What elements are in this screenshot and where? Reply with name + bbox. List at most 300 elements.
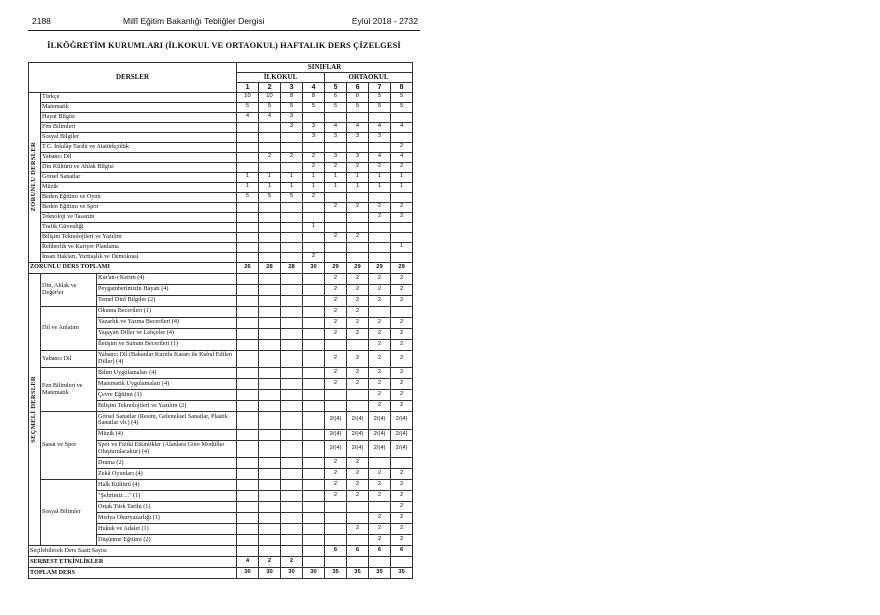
- hours-cell: [281, 412, 303, 430]
- hours-cell: 10: [237, 92, 259, 102]
- hours-cell: 2: [391, 212, 413, 222]
- table-row: [29, 162, 413, 172]
- course-name: İletişim ve Sunum Becerileri (1): [97, 339, 237, 350]
- hours-cell: 3: [347, 152, 369, 162]
- table-row: [29, 557, 413, 568]
- hours-cell: [237, 212, 259, 222]
- hours-cell: 6: [347, 92, 369, 102]
- hours-cell: 2: [347, 480, 369, 491]
- table-row: [29, 192, 413, 202]
- hours-cell: 2: [325, 368, 347, 379]
- table-row: [29, 546, 413, 557]
- hours-cell: [237, 162, 259, 172]
- hours-cell: [237, 429, 259, 440]
- hours-cell: [369, 252, 391, 262]
- hours-cell: 2: [391, 339, 413, 350]
- hours-cell: [259, 458, 281, 469]
- table-row: [29, 480, 413, 491]
- hours-cell: 2: [325, 306, 347, 317]
- hours-cell: 1: [303, 222, 325, 232]
- hours-cell: [281, 232, 303, 242]
- hours-cell: 2: [325, 469, 347, 480]
- hours-cell: 3: [369, 132, 391, 142]
- hours-cell: [303, 491, 325, 502]
- hours-cell: 1: [369, 172, 391, 182]
- hours-cell: [325, 390, 347, 401]
- hours-cell: [369, 222, 391, 232]
- course-name: Çevre Eğitimi (1): [97, 390, 237, 401]
- hours-cell: 2: [391, 317, 413, 328]
- hours-cell: [281, 242, 303, 252]
- hours-cell: 2: [369, 317, 391, 328]
- hours-cell: [259, 212, 281, 222]
- hours-cell: [391, 232, 413, 242]
- hours-cell: [259, 480, 281, 491]
- hours-cell: [281, 401, 303, 412]
- hours-cell: 2/(4): [347, 429, 369, 440]
- course-name: Matematik Uygulamaları (4): [97, 379, 237, 390]
- table-row: [29, 252, 413, 262]
- hours-cell: [281, 284, 303, 295]
- secilebilecek-cell: 6: [347, 546, 369, 557]
- course-name: Görsel Sanatlar (Resim, Geleneksel Sanatlar, Plastik Sanatlar vb.) (4): [97, 412, 237, 430]
- hours-cell: [259, 306, 281, 317]
- hours-cell: [259, 469, 281, 480]
- hours-cell: 4: [259, 112, 281, 122]
- hours-cell: [391, 306, 413, 317]
- hours-cell: [259, 252, 281, 262]
- hours-cell: 2: [369, 491, 391, 502]
- hours-cell: 1: [303, 182, 325, 192]
- hours-cell: [325, 252, 347, 262]
- hours-cell: 3: [281, 112, 303, 122]
- hours-cell: [391, 192, 413, 202]
- hours-cell: [237, 513, 259, 524]
- hours-cell: 2: [347, 350, 369, 368]
- serbest-cell: 2: [259, 557, 281, 568]
- hours-cell: 2: [391, 535, 413, 546]
- hours-cell: 2: [259, 152, 281, 162]
- hours-cell: [237, 535, 259, 546]
- course-name: Spor ve Fiziki Etkinlikler (Alanlara Göre Modüller Oluşturulacaktır) (4): [97, 440, 237, 458]
- hours-cell: 2/(4): [391, 429, 413, 440]
- hours-cell: [347, 535, 369, 546]
- course-name: Trafik Güvenliği: [41, 222, 237, 232]
- hours-cell: [347, 142, 369, 152]
- hours-cell: [237, 328, 259, 339]
- hours-cell: [347, 502, 369, 513]
- course-name: Beden Eğitimi ve Oyun: [41, 192, 237, 202]
- hours-cell: [259, 412, 281, 430]
- hours-cell: [325, 142, 347, 152]
- table-row: [29, 232, 413, 242]
- hours-cell: [281, 295, 303, 306]
- hours-cell: [325, 401, 347, 412]
- hours-cell: [237, 368, 259, 379]
- hours-cell: [237, 122, 259, 132]
- hours-cell: 1: [391, 182, 413, 192]
- hours-cell: [259, 535, 281, 546]
- hours-cell: [303, 412, 325, 430]
- hours-cell: 2/(4): [369, 429, 391, 440]
- hours-cell: [281, 252, 303, 262]
- serbest-cell: [369, 557, 391, 568]
- total-cell: 29: [347, 262, 369, 273]
- hours-cell: 2: [325, 379, 347, 390]
- ilkokul-header: İLKOKUL: [237, 73, 325, 83]
- weekly-course-schedule-table: [28, 62, 413, 579]
- total-cell: 28: [259, 262, 281, 273]
- hours-cell: [237, 502, 259, 513]
- hours-cell: 1: [237, 182, 259, 192]
- hours-cell: [303, 480, 325, 491]
- hours-cell: [281, 440, 303, 458]
- grade-header: 5: [325, 83, 347, 93]
- hours-cell: [237, 458, 259, 469]
- hours-cell: 8: [281, 92, 303, 102]
- hours-cell: 2: [391, 480, 413, 491]
- hours-cell: 2: [303, 252, 325, 262]
- hours-cell: 2: [325, 317, 347, 328]
- course-group-name: Fen Bilimleri ve Matematik: [41, 368, 97, 412]
- course-name: Müzik: [41, 182, 237, 192]
- course-name: "Şehrimiz ..." (1): [97, 491, 237, 502]
- total-cell: 26: [237, 262, 259, 273]
- grade-header: 1: [237, 83, 259, 93]
- hours-cell: [303, 401, 325, 412]
- table-row: [29, 132, 413, 142]
- hours-cell: [303, 339, 325, 350]
- hours-cell: [281, 132, 303, 142]
- hours-cell: [347, 212, 369, 222]
- course-name: Matematik: [41, 102, 237, 112]
- hours-cell: [259, 122, 281, 132]
- hours-cell: [237, 412, 259, 430]
- hours-cell: 2: [303, 152, 325, 162]
- hours-cell: 2: [369, 379, 391, 390]
- hours-cell: [369, 306, 391, 317]
- hours-cell: [347, 242, 369, 252]
- hours-cell: [259, 317, 281, 328]
- table-row: [29, 242, 413, 252]
- hours-cell: [303, 368, 325, 379]
- hours-cell: 2: [281, 152, 303, 162]
- hours-cell: 1: [281, 182, 303, 192]
- hours-cell: 2: [325, 295, 347, 306]
- hours-cell: 2: [303, 162, 325, 172]
- hours-cell: [303, 524, 325, 535]
- toplam-cell: 30: [237, 568, 259, 579]
- hours-cell: 2: [369, 368, 391, 379]
- hours-cell: [281, 513, 303, 524]
- hours-cell: [347, 401, 369, 412]
- hours-cell: 2: [369, 162, 391, 172]
- hours-cell: [237, 142, 259, 152]
- hours-cell: [347, 513, 369, 524]
- hours-cell: [237, 350, 259, 368]
- hours-cell: 4: [391, 152, 413, 162]
- table-row: [29, 112, 413, 122]
- course-name: Teknoloji ve Tasarım: [41, 212, 237, 222]
- secilebilecek-cell: [303, 546, 325, 557]
- hours-cell: 2: [347, 284, 369, 295]
- hours-cell: 2: [347, 273, 369, 284]
- toplam-cell: 30: [259, 568, 281, 579]
- hours-cell: [237, 232, 259, 242]
- hours-cell: [303, 212, 325, 222]
- hours-cell: [303, 242, 325, 252]
- hours-cell: [237, 379, 259, 390]
- hours-cell: 2: [369, 469, 391, 480]
- table-row: [29, 306, 413, 317]
- zorunlu-total-label: ZORUNLU DERS TOPLAMI: [29, 262, 237, 273]
- hours-cell: 3: [281, 122, 303, 132]
- course-name: Bilim Uygulamaları (4): [97, 368, 237, 379]
- hours-cell: [259, 202, 281, 212]
- serbest-label: SERBEST ETKİNLİKLER: [29, 557, 237, 568]
- hours-cell: 2: [369, 328, 391, 339]
- hours-cell: [237, 480, 259, 491]
- hours-cell: 1: [347, 172, 369, 182]
- hours-cell: [325, 112, 347, 122]
- total-cell: 29: [325, 262, 347, 273]
- hours-cell: 2: [347, 306, 369, 317]
- hours-cell: [303, 502, 325, 513]
- hours-cell: 1: [303, 172, 325, 182]
- hours-cell: 2: [369, 202, 391, 212]
- hours-cell: 5: [281, 192, 303, 202]
- hours-cell: [281, 491, 303, 502]
- hours-cell: [303, 390, 325, 401]
- hours-cell: [347, 112, 369, 122]
- hours-cell: [281, 273, 303, 284]
- hours-cell: 5: [237, 192, 259, 202]
- hours-cell: 2: [325, 350, 347, 368]
- hours-cell: 2: [347, 491, 369, 502]
- hours-cell: [281, 502, 303, 513]
- hours-cell: [237, 202, 259, 212]
- hours-cell: [391, 132, 413, 142]
- hours-cell: [259, 132, 281, 142]
- course-name: T.C. İnkılâp Tarihi ve Atatürkçülük: [41, 142, 237, 152]
- hours-cell: 2/(4): [391, 412, 413, 430]
- hours-cell: [325, 339, 347, 350]
- hours-cell: 2: [391, 379, 413, 390]
- hours-cell: [281, 524, 303, 535]
- course-name: Peygamberimizin Hayatı (4): [97, 284, 237, 295]
- hours-cell: 2/(4): [369, 440, 391, 458]
- hours-cell: [259, 379, 281, 390]
- hours-cell: [347, 252, 369, 262]
- hours-cell: [369, 242, 391, 252]
- hours-cell: [281, 350, 303, 368]
- hours-cell: 5: [347, 102, 369, 112]
- hours-cell: [281, 317, 303, 328]
- course-name: Rehberlik ve Kariyer Planlama: [41, 242, 237, 252]
- hours-cell: 2: [391, 401, 413, 412]
- hours-cell: 2: [391, 350, 413, 368]
- hours-cell: [281, 162, 303, 172]
- hours-cell: [303, 440, 325, 458]
- hours-cell: 2: [325, 202, 347, 212]
- table-row: [29, 63, 413, 73]
- table-row: [29, 262, 413, 273]
- hours-cell: [237, 273, 259, 284]
- secilebilecek-cell: 6: [391, 546, 413, 557]
- grade-header: 2: [259, 83, 281, 93]
- hours-cell: [303, 202, 325, 212]
- hours-cell: [281, 212, 303, 222]
- hours-cell: 5: [303, 102, 325, 112]
- table-row: [29, 568, 413, 579]
- hours-cell: [281, 469, 303, 480]
- toplam-cell: 30: [281, 568, 303, 579]
- hours-cell: [281, 142, 303, 152]
- hours-cell: 2: [347, 458, 369, 469]
- secmeli-section-label: [29, 273, 41, 546]
- serbest-cell: [325, 557, 347, 568]
- hours-cell: 2: [391, 368, 413, 379]
- hours-cell: [237, 295, 259, 306]
- course-name: Fen Bilimleri: [41, 122, 237, 132]
- hours-cell: 6: [325, 92, 347, 102]
- hours-cell: [259, 295, 281, 306]
- hours-cell: [303, 429, 325, 440]
- course-name: Bilişim Teknolojileri ve Yazılım (2): [97, 401, 237, 412]
- hours-cell: 2: [347, 328, 369, 339]
- hours-cell: 2: [369, 350, 391, 368]
- hours-cell: [237, 390, 259, 401]
- hours-cell: 1: [259, 172, 281, 182]
- hours-cell: 1: [281, 172, 303, 182]
- hours-cell: 4: [325, 122, 347, 132]
- hours-cell: [237, 317, 259, 328]
- hours-cell: 3: [325, 152, 347, 162]
- ortaokul-header: ORTAOKUL: [325, 73, 413, 83]
- hours-cell: [303, 284, 325, 295]
- hours-cell: 4: [347, 122, 369, 132]
- journal-name: Millî Eğitim Bakanlığı Tebliğler Dergisi: [123, 16, 265, 26]
- table-row: [29, 212, 413, 222]
- grade-header: 4: [303, 83, 325, 93]
- hours-cell: 1: [391, 172, 413, 182]
- hours-cell: [259, 328, 281, 339]
- hours-cell: [237, 524, 259, 535]
- course-name: Drama (2): [97, 458, 237, 469]
- siniflar-header: SINIFLAR: [237, 63, 413, 73]
- hours-cell: [237, 284, 259, 295]
- toplam-cell: 30: [303, 568, 325, 579]
- hours-cell: [391, 252, 413, 262]
- course-name: Medya Okuryazarlığı (1): [97, 513, 237, 524]
- hours-cell: 2: [325, 480, 347, 491]
- hours-cell: [259, 513, 281, 524]
- hours-cell: 2: [391, 491, 413, 502]
- hours-cell: [303, 306, 325, 317]
- hours-cell: 2: [369, 513, 391, 524]
- hours-cell: 1: [347, 182, 369, 192]
- course-name: Okuma Becerileri (1): [97, 306, 237, 317]
- course-group-name: Dil ve Anlatım: [41, 306, 97, 350]
- hours-cell: 2: [369, 524, 391, 535]
- secilebilecek-cell: [281, 546, 303, 557]
- hours-cell: 2: [369, 401, 391, 412]
- hours-cell: 3: [347, 132, 369, 142]
- table-row: [29, 92, 413, 102]
- hours-cell: 2: [391, 295, 413, 306]
- hours-cell: [259, 440, 281, 458]
- hours-cell: 5: [369, 102, 391, 112]
- serbest-cell: 2: [281, 557, 303, 568]
- hours-cell: 2: [369, 212, 391, 222]
- hours-cell: [259, 232, 281, 242]
- table-row: [29, 102, 413, 112]
- hours-cell: [369, 458, 391, 469]
- secilebilecek-cell: 6: [325, 546, 347, 557]
- course-name: Sosyal Bilgiler: [41, 132, 237, 142]
- hours-cell: 3: [303, 132, 325, 142]
- hours-cell: [281, 339, 303, 350]
- course-name: Zekâ Oyunları (4): [97, 469, 237, 480]
- hours-cell: 1: [325, 172, 347, 182]
- course-name: Beden Eğitimi ve Spor: [41, 202, 237, 212]
- serbest-cell: [391, 557, 413, 568]
- toplam-cell: 35: [325, 568, 347, 579]
- course-group-name: Sosyal Bilimler: [41, 480, 97, 546]
- course-name: Yaşayan Diller ve Lehçeler (4): [97, 328, 237, 339]
- toplam-cell: 35: [369, 568, 391, 579]
- zorunlu-section-label: [29, 92, 41, 262]
- dersler-header: DERSLER: [29, 63, 237, 93]
- hours-cell: 2: [347, 232, 369, 242]
- hours-cell: 1: [391, 242, 413, 252]
- hours-cell: [259, 350, 281, 368]
- hours-cell: [237, 339, 259, 350]
- hours-cell: 2: [325, 232, 347, 242]
- hours-cell: 5: [259, 192, 281, 202]
- hours-cell: [303, 112, 325, 122]
- total-cell: 28: [281, 262, 303, 273]
- hours-cell: 2: [391, 162, 413, 172]
- course-name: Düşünme Eğitimi (2): [97, 535, 237, 546]
- hours-cell: 2: [369, 535, 391, 546]
- hours-cell: 2: [391, 328, 413, 339]
- hours-cell: [303, 379, 325, 390]
- grade-header: 7: [369, 83, 391, 93]
- table-row: [29, 122, 413, 132]
- hours-cell: 5: [325, 102, 347, 112]
- course-name: Hukuk ve Adalet (1): [97, 524, 237, 535]
- hours-cell: [325, 242, 347, 252]
- hours-cell: 2: [325, 162, 347, 172]
- secilebilecek-cell: [237, 546, 259, 557]
- course-group-name: Din, Ahlak ve Değerler: [41, 273, 97, 306]
- hours-cell: [303, 469, 325, 480]
- hours-cell: [281, 390, 303, 401]
- hours-cell: 2: [391, 273, 413, 284]
- hours-cell: [259, 401, 281, 412]
- hours-cell: [391, 112, 413, 122]
- hours-cell: [303, 458, 325, 469]
- course-name: Ortak Türk Tarihi (1): [97, 502, 237, 513]
- course-name: Türkçe: [41, 92, 237, 102]
- hours-cell: [303, 535, 325, 546]
- hours-cell: [237, 132, 259, 142]
- hours-cell: [347, 339, 369, 350]
- hours-cell: 2: [347, 524, 369, 535]
- serbest-cell: 4: [237, 557, 259, 568]
- hours-cell: [259, 368, 281, 379]
